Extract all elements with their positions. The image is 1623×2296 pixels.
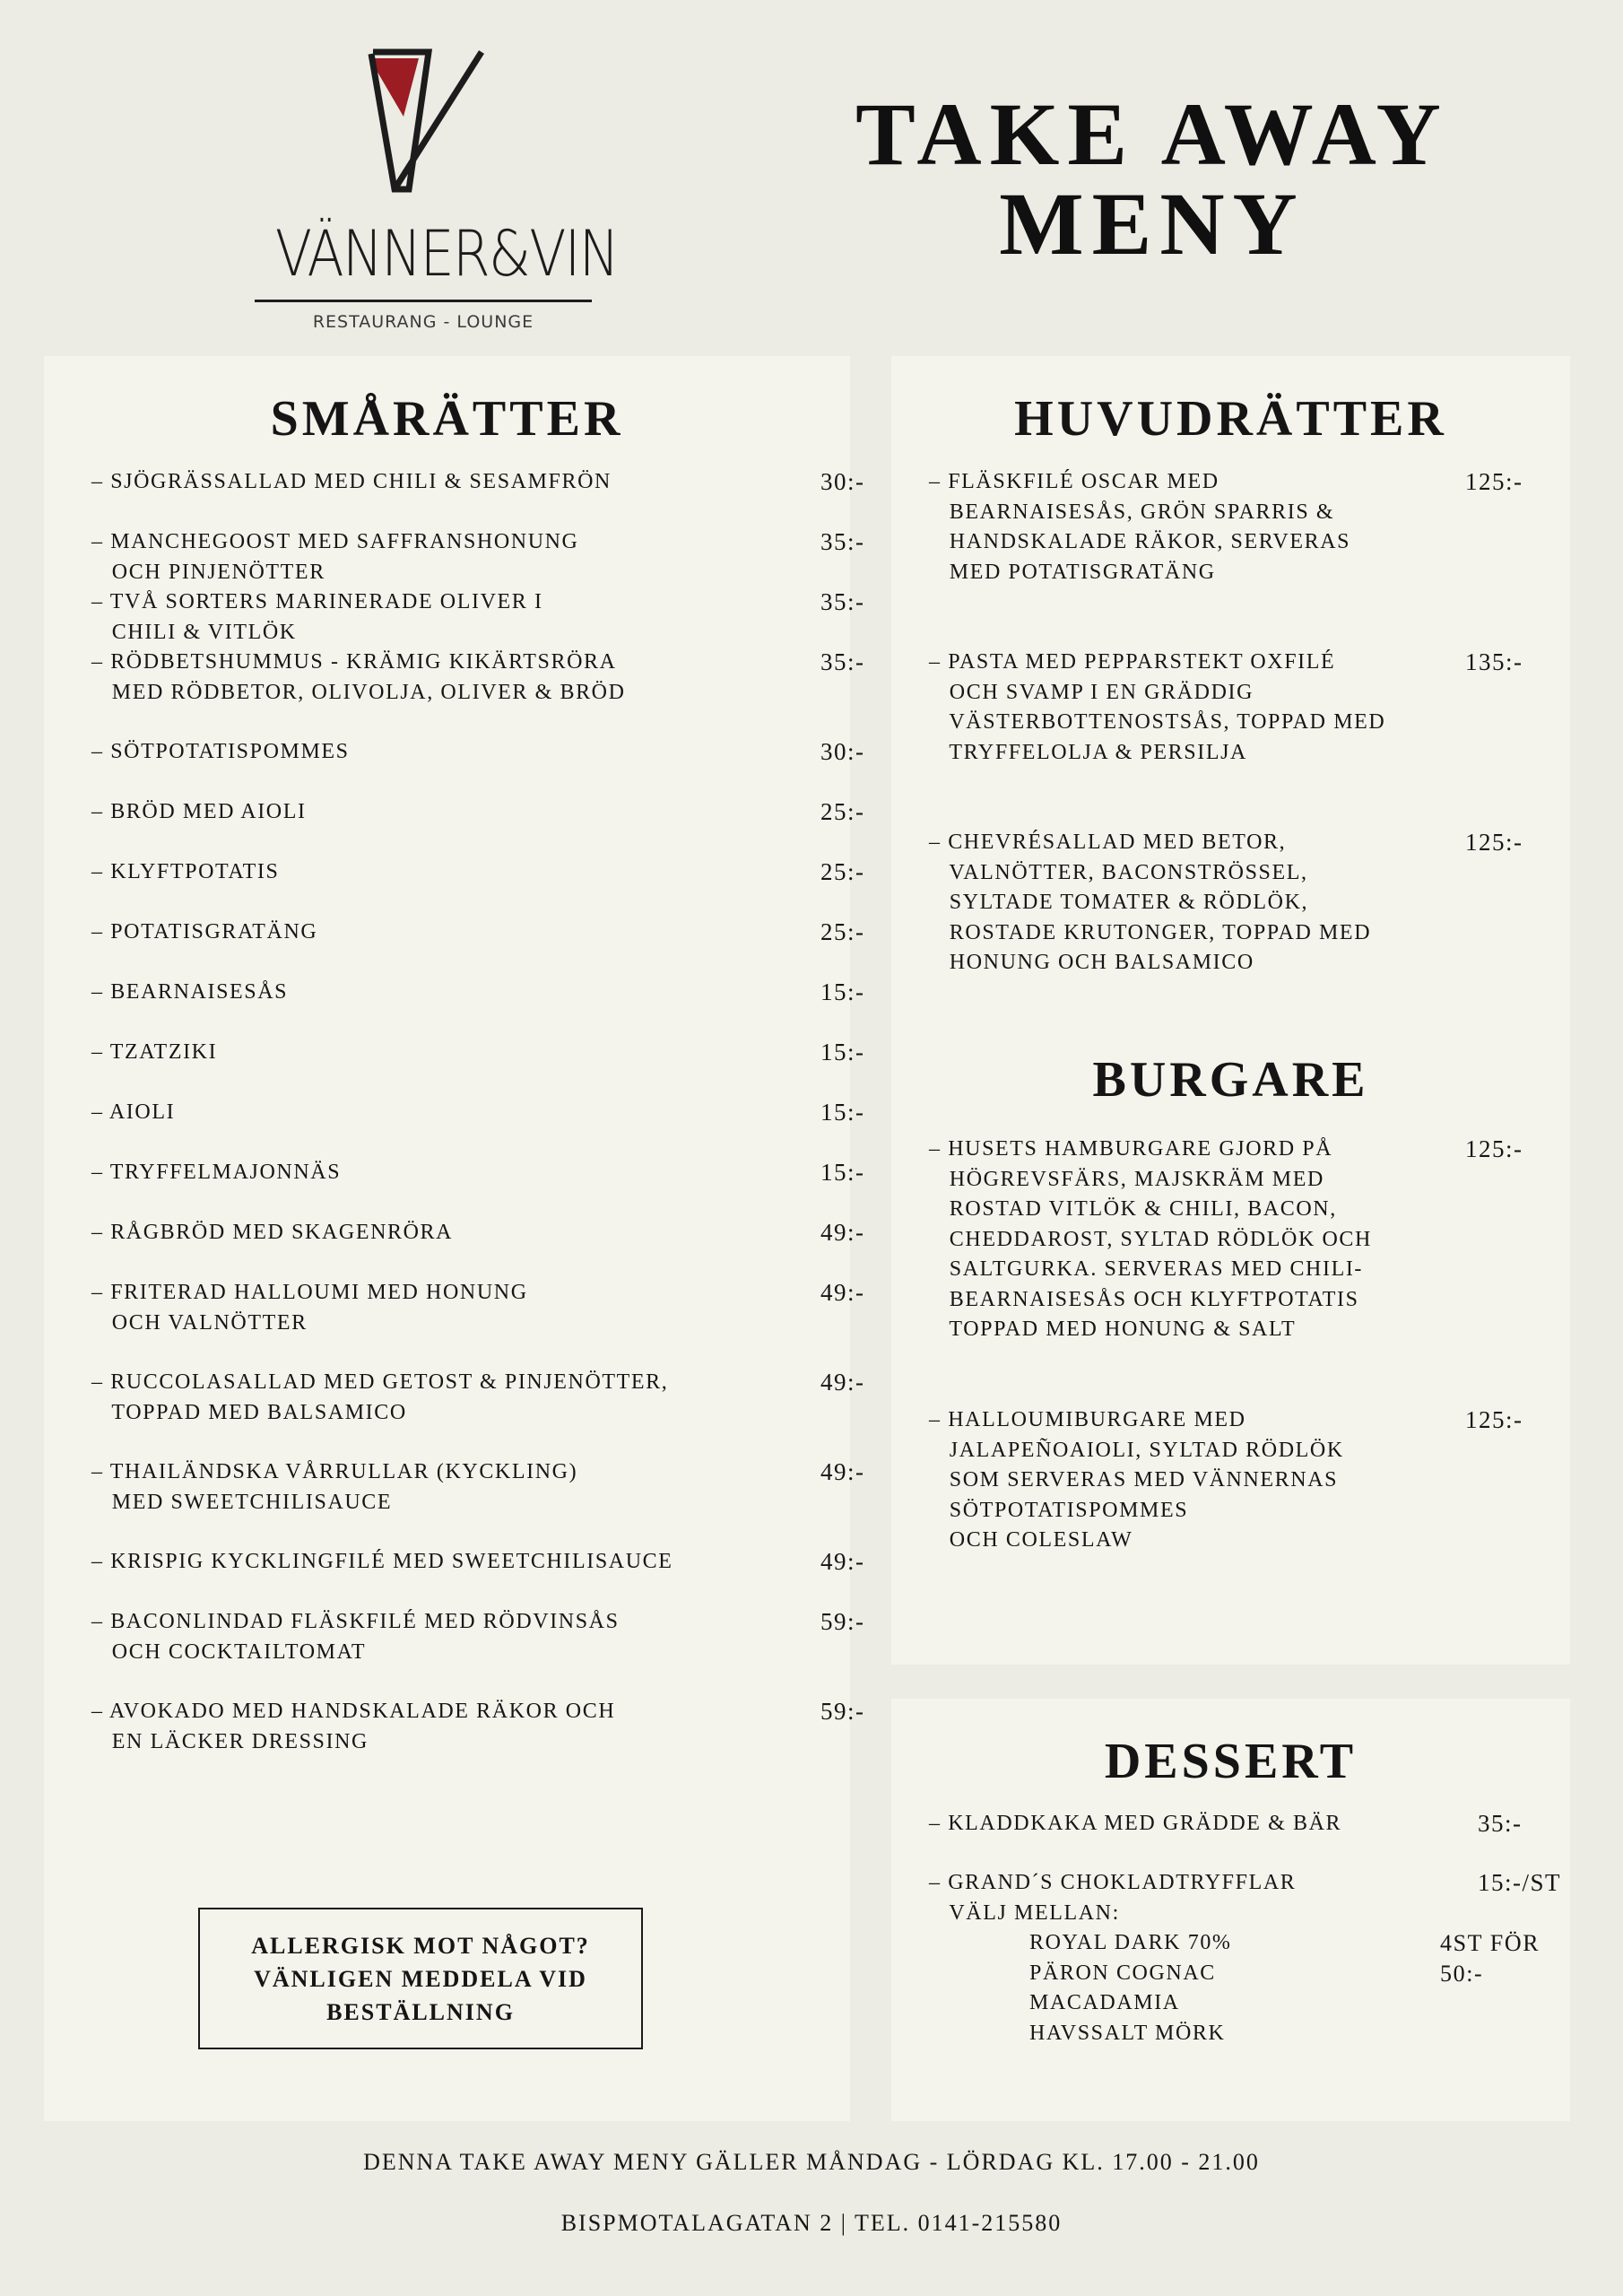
truffle-offer: 4ST FÖR 50:- <box>1440 1930 1541 1987</box>
dessert-panel <box>891 1699 1570 2121</box>
menu-item-price: 15:- <box>820 1039 865 1065</box>
menu-item-name: – TRYFFELMAJONNÄS <box>91 1161 342 1184</box>
menu-item-name: – BACONLINDAD FLÄSKFILÉ MED RÖDVINSÅS OCH COCKTAILTOMAT <box>91 1610 620 1664</box>
logo-name: VÄNNER&VIN <box>274 217 619 291</box>
menu-item-price: 49:- <box>820 1279 865 1306</box>
menu-item-price: 135:- <box>1465 648 1523 675</box>
menu-item-name: – RÅGBRÖD MED SKAGENRÖRA <box>91 1221 454 1244</box>
menu-item-name: – KLADDKAKA MED GRÄDDE & BÄR <box>929 1812 1342 1835</box>
menu-item-price: 30:- <box>820 468 865 495</box>
smaratter-panel <box>44 356 865 2121</box>
menu-item-name: – AVOKADO MED HANDSKALADE RÄKOR OCH EN LÄCKER DRESSING <box>91 1700 616 1753</box>
menu-item-name: – BEARNAISESÅS <box>91 980 289 1004</box>
menu-item-name: – TVÅ SORTERS MARINERADE OLIVER I CHILI & VITLÖK <box>91 590 543 644</box>
menu-item-price: 25:- <box>820 918 865 945</box>
menu-item-name: – AIOLI <box>91 1100 176 1124</box>
wine-glass-icon <box>251 47 595 204</box>
menu-item-name: – HALLOUMIBURGARE MED JALAPEÑOAIOLI, SYLTAD RÖDLÖK SOM SERVERAS MED VÄNNERNAS SÖTPOTATISPOMMES OCH COLESLAW <box>929 1408 1344 1552</box>
menu-item-price: 35:- <box>820 648 865 675</box>
menu-item-price: 49:- <box>820 1219 865 1246</box>
menu-item-price: 49:- <box>820 1369 865 1396</box>
menu-item-name: – MANCHEGOOST MED SAFFRANSHONUNG OCH PINJENÖTTER <box>91 530 579 584</box>
menu-item-price: 35:- <box>820 528 865 555</box>
menu-item-price: 125:- <box>1465 1135 1523 1162</box>
menu-item-name: – FRITERAD HALLOUMI MED HONUNG OCH VALNÖTTER <box>91 1281 528 1335</box>
menu-item-price: 25:- <box>820 858 865 885</box>
menu-item-name: – RÖDBETSHUMMUS - KRÄMIG KIKÄRTSRÖRA MED RÖDBETOR, OLIVOLJA, OLIVER & BRÖD <box>91 650 626 704</box>
menu-item-price: 15:- <box>820 978 865 1005</box>
menu-item-price: 49:- <box>820 1548 865 1575</box>
smaratter-title: SMÅRÄTTER <box>270 391 624 447</box>
menu-item-name: – CHEVRÉSALLAD MED BETOR, VALNÖTTER, BACONSTRÖSSEL, SYLTADE TOMATER & RÖDLÖK, ROSTADE KRUTONGER, TOPPAD MED HONUNG OCH BALSAMICO <box>929 831 1372 974</box>
menu-item-price: 25:- <box>820 798 865 825</box>
dessert-title: DESSERT <box>1104 1734 1358 1789</box>
menu-item-name: – POTATISGRATÄNG <box>91 920 318 944</box>
menu-item-price: 35:- <box>820 588 865 615</box>
burgare-title: BURGARE <box>1092 1052 1369 1108</box>
truffle-options: ROYAL DARK 70% PÄRON COGNAC MACADAMIA HAVSSALT MÖRK <box>1029 1931 1232 2045</box>
menu-item-name: – SÖTPOTATISPOMMES <box>91 740 350 763</box>
logo-divider <box>255 300 592 302</box>
menu-item-name: – TZATZIKI <box>91 1040 218 1064</box>
menu-item-name: – PASTA MED PEPPARSTEKT OXFILÉ OCH SVAMP I EN GRÄDDIG VÄSTERBOTTENOSTSÅS, TOPPAD MED TRYFFELOLJA & PERSILJA <box>929 650 1386 764</box>
menu-item-name: – SJÖGRÄSSALLAD MED CHILI & SESAMFRÖN <box>91 470 612 493</box>
menu-item-name: – FLÄSKFILÉ OSCAR MED BEARNAISESÅS, GRÖN SPARRIS & HANDSKALADE RÄKOR, SERVERAS MED POTATISGRATÄNG <box>929 470 1351 584</box>
menu-item-price: 30:- <box>820 738 865 765</box>
menu-item-name: – RUCCOLASALLAD MED GETOST & PINJENÖTTER, TOPPAD MED BALSAMICO <box>91 1370 669 1424</box>
allergy-notice <box>198 1908 643 2049</box>
menu-item-name: – BRÖD MED AIOLI <box>91 800 307 823</box>
menu-item-name: – HUSETS HAMBURGARE GJORD PÅ HÖGREVSFÄRS, MAJSKRÄM MED ROSTAD VITLÖK & CHILI, BACON, CHEDDAROST, SYLTAD RÖDLÖK OCH SALTGURKA. SERVERAS MED CHILI- BEARNAISESÅS OCH KLYFTPOTATIS TOPPAD MED HONUNG & SALT <box>929 1137 1372 1341</box>
menu-item-price: 59:- <box>820 1698 865 1725</box>
menu-item-price: 125:- <box>1465 1406 1523 1433</box>
logo-subtitle: RESTAURANG - LOUNGE <box>312 312 534 332</box>
allergy-notice-text: ALLERGISK MOT NÅGOT? VÄNLIGEN MEDDELA VID BESTÄLLNING <box>251 1932 590 2025</box>
menu-item-price: 49:- <box>820 1458 865 1485</box>
menu-item-price: 35:- <box>1478 1810 1523 1837</box>
huvudratter-panel <box>891 356 1570 1665</box>
menu-item-name: – KRISPIG KYCKLINGFILÉ MED SWEETCHILISAUCE <box>91 1550 673 1573</box>
footer-address: BISPMOTALAGATAN 2 | TEL. 0141-215580 <box>560 2210 1063 2236</box>
menu-item-price: 125:- <box>1465 829 1523 856</box>
menu-item-price: 125:- <box>1465 468 1523 495</box>
menu-title: TAKE AWAY MENY <box>855 84 1449 274</box>
footer-hours: DENNA TAKE AWAY MENY GÄLLER MÅNDAG - LÖRDAG KL. 17.00 - 21.00 <box>363 2149 1260 2175</box>
menu-item-price: 15:- <box>820 1099 865 1126</box>
restaurant-logo <box>251 47 619 338</box>
menu-item-price: 59:- <box>820 1608 865 1635</box>
menu-item-price: 15:- <box>820 1159 865 1186</box>
huvudratter-title: HUVUDRÄTTER <box>1014 391 1447 447</box>
menu-item-name: – GRAND´S CHOKLADTRYFFLAR VÄLJ MELLAN: <box>929 1871 1297 1925</box>
menu-item-price: 15:-/ST <box>1478 1869 1562 1896</box>
menu-item-name: – THAILÄNDSKA VÅRRULLAR (KYCKLING) MED SWEETCHILISAUCE <box>91 1460 578 1514</box>
menu-item-name: – KLYFTPOTATIS <box>91 860 280 883</box>
